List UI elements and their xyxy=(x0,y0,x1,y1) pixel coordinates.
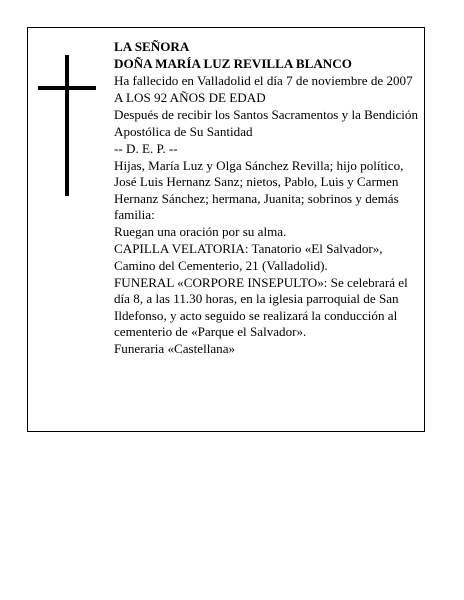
notice-text xyxy=(114,39,426,358)
cross-vertical-bar xyxy=(65,55,69,196)
cross-icon xyxy=(38,55,96,196)
chapel-line: CAPILLA VELATORIA: Tanatorio «El Salvador», Camino del Cementerio, 21 (Valladolid). xyxy=(114,241,383,273)
cross-horizontal-bar xyxy=(38,86,96,90)
death-announcement: Ha fallecido en Valladolid el día 7 de noviembre de 2007 xyxy=(114,73,413,88)
deceased-name: DOÑA MARÍA LUZ REVILLA BLANCO xyxy=(114,56,352,71)
age-line: A LOS 92 AÑOS DE EDAD xyxy=(114,90,266,105)
rip-line: -- D. E. P. -- xyxy=(114,140,178,156)
sacraments-line: Después de recibir los Santos Sacramentos y la Bendición Apostólica de Su Santidad xyxy=(114,107,418,139)
prayer-line: Ruegan una oración por su alma. xyxy=(114,224,287,239)
funeral-line: FUNERAL «CORPORE INSEPULTO»: Se celebrará el día 8, a las 11.30 horas, en la iglesia parroquial de San Ildefonso, y acto seguido se realizará la conducción al cementerio de «Parque el Salvador». xyxy=(114,274,408,339)
obituary-notice xyxy=(27,27,425,432)
notice-title: LA SEÑORA xyxy=(114,39,190,54)
family-line: Hijas, María Luz y Olga Sánchez Revilla; hijo político, José Luis Hernanz Sanz; nietos, Pablo, Luis y Carmen Hernanz Sánchez; hermana, Juanita; sobrinos y demás familia: xyxy=(114,157,404,222)
funeral-home-line: Funeraria «Castellana» xyxy=(114,341,236,356)
